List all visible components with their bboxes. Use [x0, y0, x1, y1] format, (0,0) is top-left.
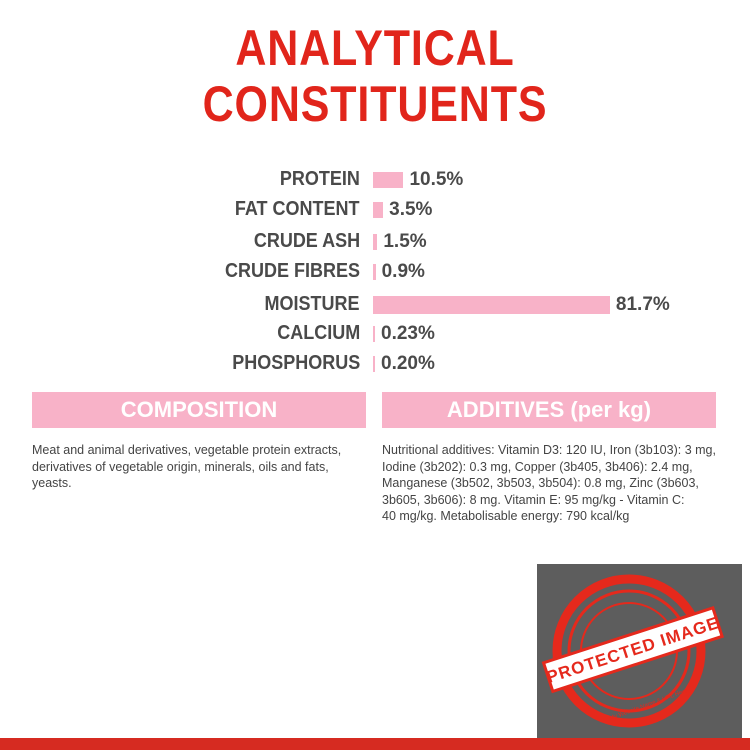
watermark-subtext: My Website Name & URL Here	[608, 688, 689, 723]
bar	[373, 202, 383, 218]
category-label: PROTEIN	[279, 168, 360, 190]
bar	[373, 296, 610, 314]
additives-line: 3b605, 3b606): 8 mg. Vitamin E: 95 mg/kg - Vitamin C:	[382, 492, 685, 507]
composition-text	[32, 442, 362, 492]
additives-text	[382, 442, 722, 525]
page-title-line-2: CONSTITUENTS	[202, 76, 548, 132]
bar	[373, 172, 403, 188]
value-label: 1.5%	[383, 231, 427, 252]
bottom-accent-bar	[0, 738, 750, 750]
bar	[373, 356, 375, 372]
category-label: CRUDE ASH	[253, 230, 360, 252]
composition-line: Meat and animal derivatives, vegetable protein extracts,	[32, 443, 342, 457]
additives-line: Nutritional additives: Vitamin D3: 120 IU, Iron (3b103): 3 mg,	[382, 443, 716, 457]
category-label: PHOSPHORUS	[231, 352, 360, 374]
value-label: 0.9%	[381, 261, 425, 282]
bar	[373, 326, 375, 342]
composition-line: derivatives of vegetable origin, minerals, oils and fats,	[32, 459, 329, 474]
additives-heading: ADDITIVES (per kg)	[382, 392, 716, 428]
value-label: 10.5%	[409, 169, 464, 190]
additives-line: Iodine (3b202): 0.3 mg, Copper (3b405, 3b406): 2.4 mg,	[382, 459, 693, 474]
protected-image-watermark	[537, 564, 742, 738]
value-label: 81.7%	[615, 294, 670, 315]
category-label: MOISTURE	[264, 293, 360, 315]
category-label: CALCIUM	[277, 322, 360, 344]
page-title-line-1: ANALYTICAL	[235, 20, 515, 76]
category-label: FAT CONTENT	[235, 198, 360, 220]
category-label: CRUDE FIBRES	[224, 260, 360, 282]
additives-line: Manganese (3b502, 3b503, 3b504): 0.8 mg, Zinc (3b603,	[382, 476, 699, 491]
watermark-text: PROTECTED IMAGE	[544, 613, 722, 687]
additives-line: 40 mg/kg. Metabolisable energy: 790 kcal/kg	[382, 509, 630, 524]
bar	[373, 264, 376, 280]
value-label: 0.23%	[381, 323, 435, 344]
bar	[373, 234, 377, 250]
value-label: 3.5%	[389, 199, 433, 220]
composition-line: yeasts.	[32, 476, 72, 491]
composition-heading: COMPOSITION	[32, 392, 366, 428]
protected-stamp-icon	[537, 564, 742, 738]
value-label: 0.20%	[381, 353, 435, 374]
